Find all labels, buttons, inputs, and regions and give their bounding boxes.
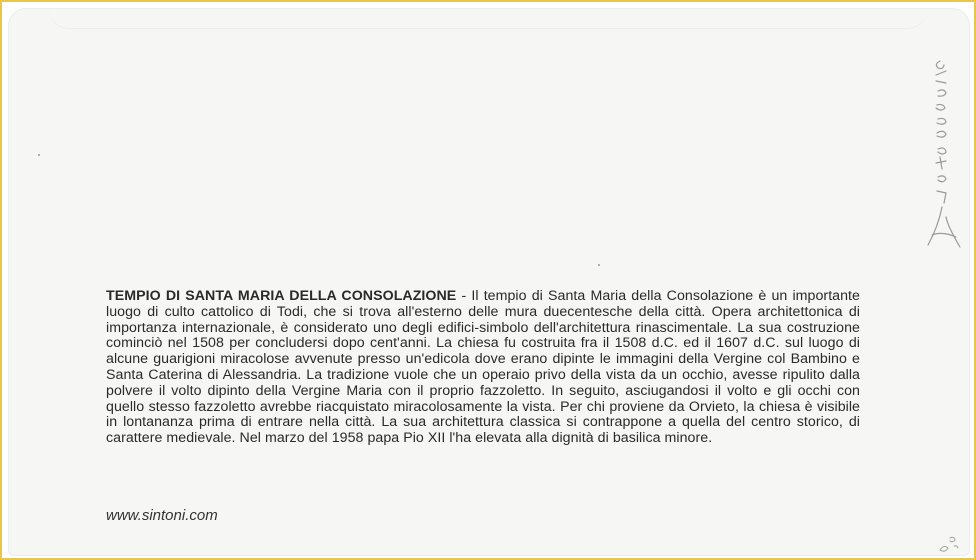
envelope-back	[8, 8, 970, 556]
website-link[interactable]: www.sintoni.com	[106, 507, 218, 524]
envelope-flap-edge	[48, 8, 928, 29]
paper-speck	[38, 154, 40, 156]
title-separator: -	[456, 288, 472, 304]
corner-pencil-mark-icon	[932, 530, 962, 556]
paper-speck	[598, 264, 600, 266]
description-paragraph	[106, 289, 860, 447]
document-body: Il tempio di Santa Maria della Consolazione è un importante luogo di culto cattolico di Todi, che si trova all'esterno delle mura duecentesche della città. Opera architettonica di importanza internazionale, è considerato uno degli edifici-simbolo dell'architettura rinascimentale. La sua costruzione cominciò nel 1508 per concludersi dopo cent'anni. La chiesa fu costruita fra il 1508 d.C. ed il 1607 d.C. sul luogo di alcune guarigioni miracolose avvenute presso un'edicola dove erano dipinte le immagini della Vergine col Bambino e Santa Caterina di Alessandria. La tradizione vuole che un operaio privo della vista da un occhio, avesse ripulito dalla polvere il volto dipinto della Vergine Maria con il proprio fazzoletto. In seguito, asciugandosi il volto e gli occhi con quello stesso fazzoletto avrebbe riacquistato miracolosamente la vista. Per chi proviene da Orvieto, la chiesa è visibile in lontananza prima di entrare nella città. La sua architettura classica si contrappone a quella del centro storico, di carattere medievale. Nel marzo del 1958 papa Pio XII l'ha elevata alla dignità di basilica minore.	[106, 288, 860, 447]
document-title: TEMPIO DI SANTA MARIA DELLA CONSOLAZIONE	[106, 288, 457, 304]
handwritten-annotation-icon	[926, 57, 966, 257]
